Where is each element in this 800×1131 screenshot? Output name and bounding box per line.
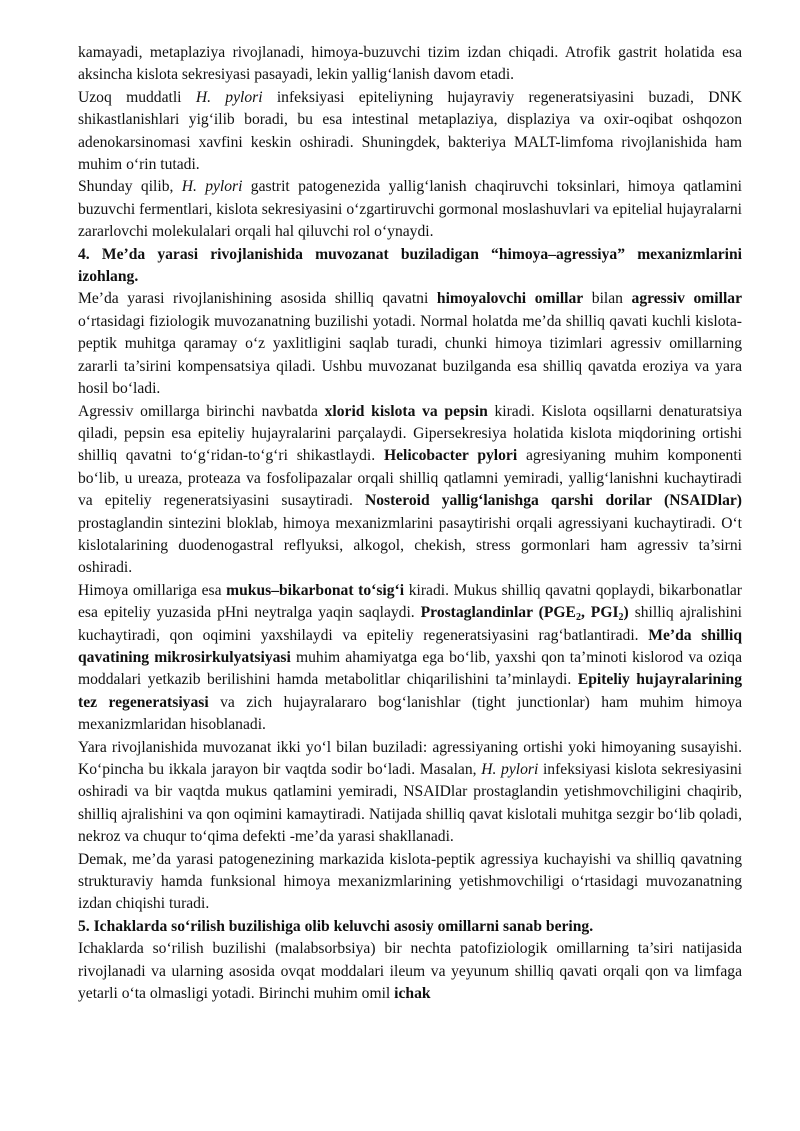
text-run: muhim ahamiyatga ega bo‘lib, yaxshi qon ta’minoti kislorod va oziqa moddalari yetkazib berilishini hamda metabolitlar chiqarilishini ta’minlaydi. xyxy=(78,648,742,689)
text-run: va zich hujayralararo bog‘lanishlar (tight junctionlar) ham muhim himoya mexanizmlaridan hisoblanadi. xyxy=(78,693,742,734)
text-run: Agressiv omillarga birinchi navbatda xyxy=(78,402,325,420)
text-run: infeksiyasi epiteliyning hujayraviy regeneratsiyasini buzadi, DNK shikastlanishlari yig‘ilib boradi, bu esa intestinal metaplaziya, displaziya va oxir-oqibat oshqozon adenokarsinomasi xavfini keskin oshiradi. Shuningdek, bakteriya MALT-limfoma rivojlanishida ham muhim o‘rin tutadi. xyxy=(78,88,742,174)
text-run: Himoya omillariga esa xyxy=(78,581,227,599)
text-run: agresiyaning muhim komponenti bo‘lib, u ureaza, proteaza va fosfolipazalar orqali shilliq qatlamni yemiradi, yallig‘lanishni kuchaytiradi va epiteliy regeneratsiyasini susaytiradi. xyxy=(78,447,742,510)
bold-term: xlorid kislota va pepsin xyxy=(324,402,488,420)
paragraph-4-1 xyxy=(78,288,742,400)
text-run: o‘rtasidagi fiziologik muvozanatning buzilishi yotadi. Normal holatda me’da shilliq qavati kuchli kislota-peptik muhitga qaramay o‘z yaxlitligini saqlab turadi, chunki himoya tizimlari agressiv omillarning zararli ta’sirini kompensatsiya qiladi. Ushbu muvozanat buzilganda esa shilliq qavatda eroziya va yara hosil bo‘ladi. xyxy=(78,312,742,398)
subscript: 2 xyxy=(618,612,624,624)
bold-term: Me’da shilliq qavatining mikrosirkulyatsiyasi xyxy=(78,626,742,666)
paragraph-5-1 xyxy=(78,938,742,1005)
paragraph-intro-2 xyxy=(78,87,742,177)
bold-term: mukus–bikarbonat to‘sig‘i xyxy=(226,581,405,599)
text-run: kiradi. Mukus shilliq qavatni qoplaydi, bikarbonatlar esa epiteliy yuzasida pHni neytralga yaqin saqlaydi. xyxy=(78,581,742,622)
text-run: Prostaglandinlar (PGE xyxy=(420,604,576,622)
paragraph-4-4 xyxy=(78,737,742,849)
text-run: prostaglandin sintezini bloklab, himoya mexanizmlarini pasaytirishi orqali agressiyani kuchaytiradi. O‘t kislotalarining duodenogastral reflyuksi, alkogol, chekish, stress gormonlari ham agressiv ta’sirni oshiradi. xyxy=(78,514,742,577)
bold-term-prostaglandins xyxy=(420,604,629,624)
text-run: shilliq ajralishini kuchaytiradi, qon oqimini yaxshilaydi va epiteliy regeneratsiyasini rag‘batlantiradi. xyxy=(78,604,743,644)
text-run: ) xyxy=(623,604,629,622)
text-run: gastrit patogenezida yallig‘lanish chaqiruvchi toksinlari, himoya qatlamini buzuvchi fermentlari, kislota sekresiyasini o‘zgartiruvchi gormonal moslashuvlari va epitelial hujayralarni zararlovchi molekulalari orqali hal qiluvchi rol o‘ynaydi. xyxy=(78,178,742,241)
text-run: Uzoq muddatli xyxy=(78,88,196,106)
text-run: bilan xyxy=(583,290,632,308)
text-run: Shunday qilib, xyxy=(78,178,182,196)
section-heading-5: 5. Ichaklarda so‘rilish buzilishiga olib keluvchi asosiy omillarni sanab bering. xyxy=(78,917,594,935)
text-run: Ichaklarda so‘rilish buzilishi (malabsorbsiya) bir nechta patofiziologik omillarning ta’siri natijasida rivojlanadi va ularning asosida ovqat moddalari ileum va yeyunum shilliq qavati orqali qon va limfaga yetarli o‘ta olmasligi yotadi. Birinchi muhim omil xyxy=(78,940,742,1003)
paragraph-4-3 xyxy=(78,580,742,737)
section-heading-4: 4. Me’da yarasi rivojlanishida muvozanat buziladigan “himoya–agressiya” mexanizmlarini izohlang. xyxy=(78,245,742,286)
bold-term: ichak xyxy=(394,985,431,1003)
italic-term: H. pylori xyxy=(481,761,539,778)
bold-term: Nosteroid yallig‘lanishga qarshi dorilar (NSAIDlar) xyxy=(364,492,742,510)
subscript: 2 xyxy=(575,612,581,624)
paragraph-4-5: Demak, me’da yarasi patogenezining markazida kislota-peptik agressiya kuchayishi va shilliq qavatning strukturaviy hamda funksional himoya mexanizmlarining yetishmovchiligi o‘rtasidagi muvozanatning izdan chiqishi turadi. xyxy=(78,850,742,913)
bold-term: himoyalovchi omillar xyxy=(436,290,584,308)
paragraph-intro-3 xyxy=(78,176,742,243)
document-page xyxy=(78,42,742,1005)
bold-term: Helicobacter pylori xyxy=(383,447,518,465)
text-run: , PGI xyxy=(580,604,619,622)
text-run: infeksiyasi kislota sekresiyasini oshiradi va bir vaqtda mukus qatlamini yemiradi, NSAIDlar prostaglandin yetishmovchiligini chaqirib, shilliq ajralishini va qon oqimini kamaytiradi. Natijada shilliq qavat kislotali muhitga sezgir bo‘lib qoladi, nekroz va chuqur to‘qima defekti -me’da yarasi shakllanadi. xyxy=(78,761,743,846)
text-run: Yara rivojlanishida muvozanat ikki yo‘l bilan buziladi: agressiyaning ortishi yoki himoyaning susayishi. Ko‘pincha bu ikkala jarayon bir vaqtda sodir bo‘ladi. Masalan, xyxy=(78,738,742,778)
italic-term: H. pylori xyxy=(181,178,243,196)
paragraph-4-2 xyxy=(78,401,742,580)
italic-term: H. pylori xyxy=(195,88,263,106)
paragraph-intro-1: kamayadi, metaplaziya rivojlanadi, himoya-buzuvchi tizim izdan chiqadi. Atrofik gastrit holatida esa aksincha kislota sekresiyasi pasayadi, lekin yallig‘lanish davom etadi. xyxy=(78,44,742,84)
bold-term: Epiteliy hujayralarining tez regeneratsiyasi xyxy=(78,671,742,711)
text-run: kiradi. Kislota oqsillarni denaturatsiya qiladi, pepsin esa epiteliy hujayralarini parçalaydi. Gipersekresiya holatida kislota miqdorining ortishi shilliq qavatni to‘g‘ridan-to‘g‘ri shikastlaydi. xyxy=(78,402,742,465)
text-run: Me’da yarasi rivojlanishining asosida shilliq qavatni xyxy=(78,290,437,308)
bold-term: agressiv omillar xyxy=(631,290,743,308)
